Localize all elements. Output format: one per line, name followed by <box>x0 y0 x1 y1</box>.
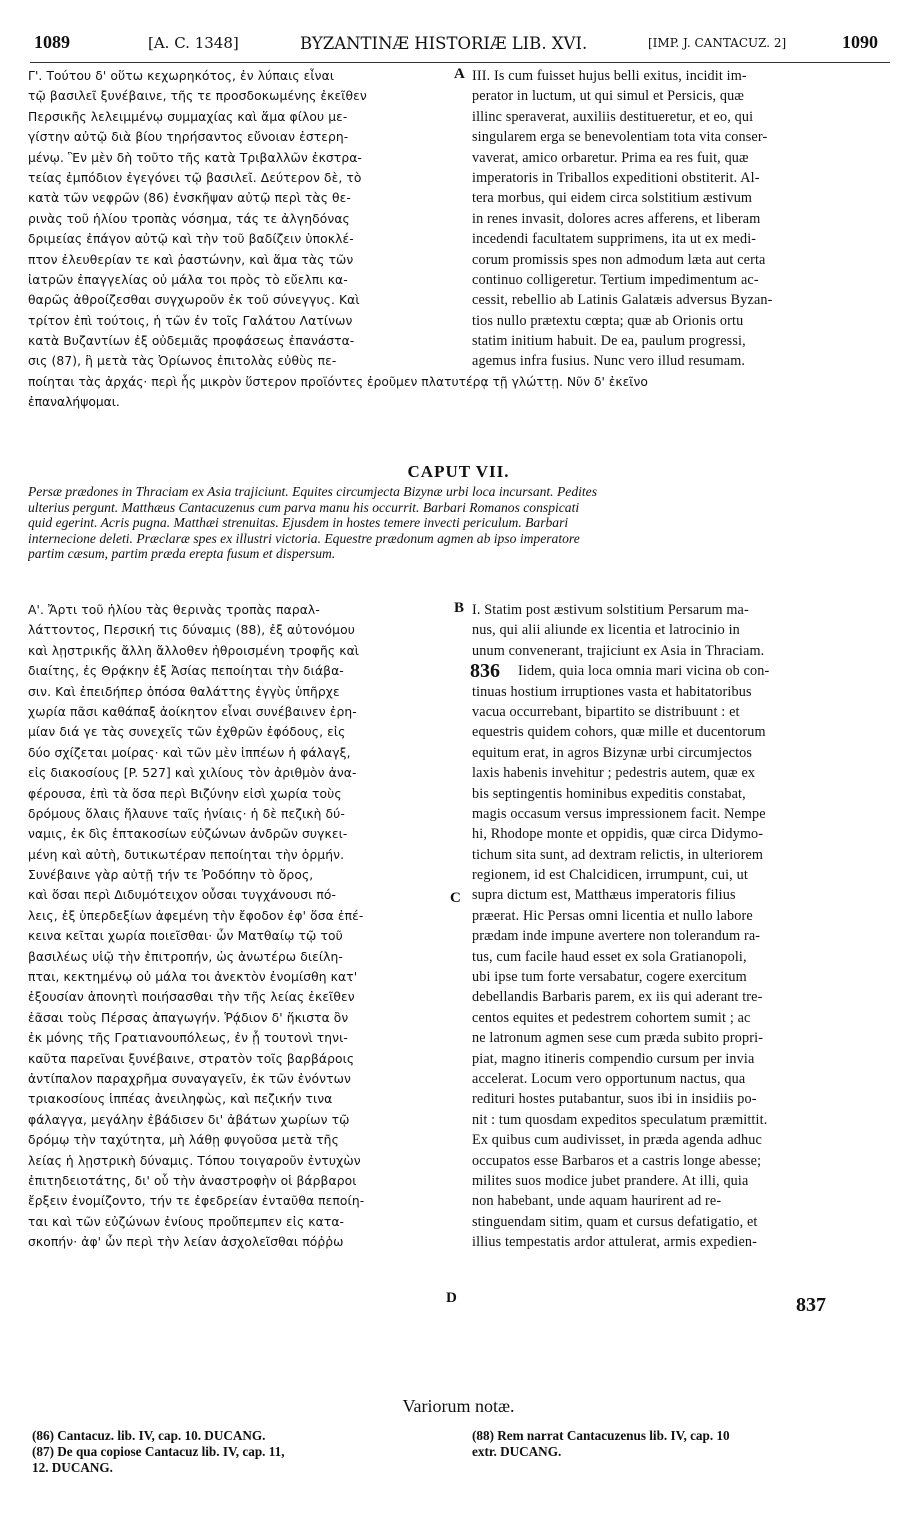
latin-text-line: non habebant, unde aquam haurirent ad re- <box>472 1193 722 1210</box>
latin-text-line: nit : tum quosdam expeditos speculatum præmittit. <box>472 1111 768 1128</box>
note-line: extr. DUCANG. <box>472 1444 562 1459</box>
latin-text-line: ne latronum agmen sese cum præda subito propri- <box>472 1030 764 1047</box>
summary-line: partim cæsum, partim præda erepta fusum et dispersum. <box>28 546 336 561</box>
greek-text-line: βασιλέως υἱῷ τὴν ἐπιτροπήν, ὡς ἀνωτέρω διείλη- <box>28 949 343 964</box>
latin-text-line: Iidem, quia loca omnia mari vicina ob con- <box>518 663 770 680</box>
greek-text-line: ἐπιτηδειοτάτης, δι' οὗ τὴν ἀναστροφὴν οἱ βάρβαροι <box>28 1173 357 1188</box>
greek-text-line: κεινα κεῖται χωρία ποιεῖσθαι· ὧν Ματθαίῳ τῷ τοῦ <box>28 929 343 944</box>
header-emperor: [IMP. J. CANTACUZ. 2] <box>648 36 787 50</box>
latin-text-line: regionem, id est Chalcidicen, irrumpunt, cui, ut <box>472 867 748 884</box>
notes-right <box>472 1428 730 1460</box>
greek-text-line: γίστην αὐτῷ διὰ βίου τηρήσαντος εὔνοιαν ἐστερη- <box>28 130 349 145</box>
latin-text-line: tus, cum facile haud esset ex sola Gratianopoli, <box>472 948 747 965</box>
greek-text-line: σιν. Καὶ ἐπειδήπερ ὁπόσα θαλάττης ἐγγὺς ὑπῆρχε <box>28 684 340 699</box>
running-header <box>30 30 890 60</box>
greek-text-line: δύο σχίζεται μοίρας· καὶ τῶν μὲν ἱππέων ἡ φάλαγξ, <box>28 745 351 760</box>
greek-text-line: ἐξουσίαν ἀπονητὶ ποιήσασθαι τὴν τῆς λείας ἐκεῖθεν <box>28 990 355 1005</box>
latin-text-line: vacua occurrebant, bipartito se distribuunt : et <box>472 703 740 720</box>
edition-page-836: 836 <box>470 660 500 682</box>
greek-text-line: φάλαγγα, μεγάλην ἐβάδισεν δι' ἀβάτων χωρίων τῷ <box>28 1112 350 1127</box>
latin-text-line: equestris quidem cohors, quæ mille et ducentorum <box>472 724 766 741</box>
notes-heading: Variorum notæ. <box>402 1396 515 1416</box>
greek-text-line: θαρῶς ἀθροίζεσθαι συγχωροῦν ἐκ τοῦ σύνεγγυς. Καὶ <box>28 293 360 308</box>
greek-text-line: τείας ἐμπόδιον ἐγεγόνει τῷ βασιλεῖ. Δεύτερον δὲ, τὸ <box>28 170 362 185</box>
latin-text-line: præerat. Hic Persas omni licentia et nullo labore <box>472 907 753 924</box>
page-number-right: 1090 <box>842 32 878 52</box>
latin-text-line: milites suos modice jubet prandere. At illi, quia <box>472 1172 749 1189</box>
greek-text-line: ναμις, ἐκ δὶς ἑπτακοσίων εὐζώνων ἀνδρῶν συγκει- <box>28 827 348 842</box>
margin-marker-a: A <box>454 66 465 82</box>
greek-text-line: καὶ ὅσαι περὶ Διδυμότειχον οὖσαι τυγχάνουσι πό- <box>28 888 337 903</box>
greek-text-line: μένη καὶ αὐτὴ, δυτικωτέραν πεποίηται τὴν ὁρμήν. <box>28 847 345 862</box>
greek-text-line: λείας ἡ λῃστρικὴ δύναμις. Τόπου τοιγαροῦν ἐντυχὼν <box>28 1153 361 1168</box>
latin-text-line: occupatos esse Barbaros et a castris longe abesse; <box>472 1152 762 1169</box>
margin-marker-d: D <box>446 1290 457 1306</box>
latin-column-top <box>472 66 892 372</box>
greek-text-line: δρόμους ὅλαις ἤλαυνε ταῖς ἡνίαις· ἡ δὲ πεζικὴ δύ- <box>28 806 345 821</box>
latin-text-line: corum promissis spes non admodum læta aut certa <box>472 251 766 268</box>
latin-text-line: tichum sita sunt, ad dextram relictis, in ulteriorem <box>472 846 764 863</box>
latin-text-line: ubi ipse tum forte versabatur, cogere exercitum <box>472 969 747 986</box>
latin-text-line: redituri hostes putabantur, suos ibi in insidiis po- <box>472 1091 757 1108</box>
latin-text-line: nus, qui alii aliunde ex licentia et latrocinio in <box>472 622 740 639</box>
latin-text-line: prædam inde impune avertere non tolerandum ra- <box>472 928 761 945</box>
margin-marker-b: B <box>454 600 465 616</box>
greek-text-line: μένῳ. Ἓν μὲν δὴ τοῦτο τῆς κατὰ Τριβαλλῶν ἐκστρα- <box>28 150 362 165</box>
latin-text-line: hi, Rhodope monte et oppidis, quæ circa Didymo- <box>472 826 764 843</box>
greek-text-line: ρινὰς τοῦ ἡλίου τροπὰς νόσημα, τάς τε ἀλγηδόνας <box>28 211 350 226</box>
latin-text-line: debellandis Barbaris parem, ex iis qui aderant tre- <box>472 989 763 1006</box>
margin-marker-c: C <box>450 890 461 906</box>
greek-column-main <box>28 600 456 1253</box>
greek-text-line: σκοπήν· ἀφ' ὧν περὶ τὴν λείαν ἀσχολεῖσθαι πόῤῥω <box>28 1235 344 1250</box>
greek-text-line: ἐκ μόνης τῆς Γρατιανουπόλεως, ἐν ᾗ τουτονὶ τηνι- <box>28 1031 348 1046</box>
greek-text-line: φέρουσα, ἐπὶ τὰ ὅσα περὶ Βιζύνην εἰσὶ χωρία τοὺς <box>28 786 342 801</box>
greek-fullwidth-continuation <box>28 372 908 413</box>
latin-text-line: tinuas hostium irruptiones vasta et habitatoribus <box>472 683 752 700</box>
latin-text-line: centos equites et pedestrem cohortem sumit ; ac <box>472 1009 751 1026</box>
latin-text-line: stinguendam sitim, quam et cursus defatigatio, et <box>472 1213 758 1230</box>
latin-text-line: magis occasum versus impressionem facit. Nempe <box>472 805 766 822</box>
latin-text-line: illinc speraverat, auxiliis destitueretur, et eo, qui <box>472 108 754 125</box>
greek-text-line: κατὰ Βυζαντίων ἐξ οὐδεμιᾶς προφάσεως ἐπανάστα- <box>28 334 355 349</box>
greek-text-line: Γ'. Τούτου δ' οὕτω κεχωρηκότος, ἐν λύπαις εἶναι <box>28 69 335 83</box>
latin-text-line: tios nullo prætextu cœpta; quæ ab Orionis ortu <box>472 312 744 329</box>
greek-text-line: τριακοσίους ἱππέας ἀνειληφὼς, καὶ πεζικήν τινα <box>28 1092 333 1107</box>
greek-text-line: ται καὶ τῶν εὐζώνων ἐνίους προὔπεμπεν εἰς κατα- <box>28 1214 345 1229</box>
summary-line: quid egerint. Acris pugna. Matthæi strenuitas. Ejusdem in hostes temere invecti periculum. Barbari <box>28 515 569 530</box>
header-rule <box>30 62 890 63</box>
latin-text-line: incedendi facultatem supprimens, ita ut ex medi- <box>472 231 757 248</box>
latin-text-line: bis septingentis hominibus expeditis constabat, <box>472 785 746 802</box>
notes-left <box>32 1428 285 1476</box>
greek-text-line: δρόμῳ τὴν ταχύτητα, μὴ λάθῃ φυγοῦσα μετὰ τῆς <box>28 1133 339 1148</box>
latin-text-line: laxis habenis invehitur ; pedestris autem, quæ ex <box>472 765 756 782</box>
note-line: 12. DUCANG. <box>32 1460 113 1475</box>
greek-text-line: Α'. Ἄρτι τοῦ ἡλίου τὰς θερινὰς τροπὰς παραλ- <box>28 603 320 617</box>
greek-text-line: καῦτα παρεῖναι ξυνέβαινε, στρατὸν τοῖς βαρβάροις <box>28 1051 355 1066</box>
latin-text-line: Ex quibus cum audivisset, in præda agenda adhuc <box>472 1132 762 1149</box>
latin-text-line: perator in luctum, ut qui simul et Persicis, quæ <box>472 88 745 105</box>
summary-line: ulterius pergunt. Matthæus Cantacuzenus cum parva manu his occurrit. Barbari Romanos conspicati <box>28 499 580 515</box>
greek-text-line: τῷ βασιλεῖ ξυνέβαινε, τῆς τε προσδοκωμένης ἐκεῖθεν <box>28 89 367 104</box>
chapter-summary <box>28 484 890 562</box>
chapter-heading: CAPUT VII. <box>407 462 510 481</box>
greek-text-line: δριμείας ἐπάγον αὐτῷ καὶ τὴν τοῦ βαδίζειν ὑποκλέ- <box>28 232 354 247</box>
greek-text-line: τρίτον ἐπὶ τούτοις, ἡ τῶν ἐν τοῖς Γαλάτου Λατίνων <box>28 313 353 328</box>
latin-text-line: continuo colligeretur. Tertium impedimentum ac- <box>472 271 759 288</box>
greek-text-line: λάττοντος, Περσική τις δύναμις (88), ἐξ αὐτονόμου <box>28 623 355 638</box>
latin-text-line: unum convenerant, trajiciunt ex Asia in Thraciam. <box>472 642 765 659</box>
greek-text-line: πτον ἐλευθερίαν τε καὶ ῥαστώνην, καὶ ἅμα τὰς τῶν <box>28 252 354 267</box>
note-line: (87) De qua copiose Cantacuz lib. IV, cap. 11, <box>32 1444 285 1459</box>
latin-text-line: singularem erga se benevolentiam tota vita conser- <box>472 129 768 146</box>
latin-text-line: piat, magno itineris compendio cursum per invia <box>472 1050 755 1067</box>
latin-text-line: tera morbus, qui eidem circa solstitium æstivum <box>472 190 753 207</box>
page-number-left: 1089 <box>34 32 70 52</box>
latin-text-line: I. Statim post æstivum solstitium Persarum ma- <box>472 602 749 618</box>
greek-text-line: πται, κεκτημένῳ οὐ μάλα τοι ἀνεκτὸν ἐνομίσθη κατ' <box>28 970 358 985</box>
latin-text-line: in renes invasit, dolores acres afferens, et liberam <box>472 210 761 227</box>
greek-text-line: ἔρξειν ἐνομίζοντο, τήν τε ἐφεδρείαν ἐνταῦθα πεποίη- <box>28 1194 365 1209</box>
greek-text-line: Περσικῆς λελειμμένῳ συμμαχίας καὶ ἅμα φίλου με- <box>28 109 348 124</box>
latin-text-line: equitum erat, in agros Bizynæ urbi circumjectos <box>472 744 753 761</box>
latin-text-line: cessit, rebellio ab Latinis Galatæis adversus Byzan- <box>472 292 773 309</box>
greek-text-line: ἰατρῶν ἐπαγγελίας οὐ μάλα τοι πρὸς τὸ εὔελπι κα- <box>28 272 348 287</box>
edition-page-837: 837 <box>796 1294 826 1316</box>
greek-text-line: λεις, ἐξ ὑπερδεξίων ἀφεμένη τὴν ἔφοδον ἐφ' ὅσα ἐπέ- <box>28 908 364 923</box>
latin-text-line: imperatoris in Triballos expeditioni obstiterit. Al- <box>472 169 760 186</box>
greek-text-line: μίαν διά γε τὰς συνεχεῖς τῶν ἐχθρῶν ἐφόδους, εἰς <box>28 725 346 740</box>
latin-text-line: III. Is cum fuisset hujus belli exitus, incidit im- <box>472 68 747 84</box>
greek-text-line: καὶ λῃστρικῆς ἄλλη ἄλλοθεν ἠθροισμένη τροφῆς καὶ <box>28 643 360 658</box>
summary-line: Persæ prædones in Thraciam ex Asia trajiciunt. Equites circumjecta Bizynæ urbi loca incursant. Pedites <box>28 484 597 499</box>
latin-text-line: illius tempestatis ardor attulerat, armis expedien- <box>472 1234 758 1251</box>
greek-text-line: ποίηται τὰς ἀρχάς· περὶ ἧς μικρὸν ὕστερον προϊόντες ἐροῦμεν πλατυτέρᾳ τῇ γλώττῃ. Νῦν δ' ἐκεῖνο <box>28 375 648 389</box>
greek-text-line: Συνέβαινε γὰρ αὐτῇ τήν τε Ῥοδόπην τὸ ὄρος, <box>28 868 314 883</box>
greek-text-line: ἐπαναλήψομαι. <box>28 395 120 410</box>
latin-text-line: supra dictum est, Matthæus imperatoris filius <box>472 887 736 904</box>
greek-text-line: εἰς διακοσίους [P. 527] καὶ χιλίους τὸν ἀριθμὸν ἀνα- <box>28 766 357 781</box>
greek-text-line: διαίτης, ἐς Θρᾴκην ἐξ Ἀσίας πεποίηται τὴν διάβα- <box>28 664 344 679</box>
greek-text-line: χωρία πᾶσι καθάπαξ ἀοίκητον εἶναι συνέβαινεν ἐρη- <box>28 704 357 719</box>
greek-column-top <box>28 66 456 372</box>
greek-text-line: κατὰ τῶν νεφρῶν (86) ἐνσκῆψαν αὐτῷ περὶ τὰς θε- <box>28 191 351 206</box>
summary-line: internecione deleti. Præclaræ spes ex illustri victoria. Equestre prædonum agmen ab ipso imperatore <box>28 530 580 546</box>
latin-text-line: vaverat, amico orbaretur. Prima ea res fuit, quæ <box>472 149 749 166</box>
header-title: BYZANTINÆ HISTORIÆ LIB. XVI. <box>300 34 588 53</box>
greek-text-line: σις (87), ἣ μετὰ τὰς Ὀρίωνος ἐπιτολὰς εὐθὺς πε- <box>28 354 337 369</box>
latin-text-line: accelerat. Locum vero opportunum nactus, qua <box>472 1070 746 1087</box>
greek-text-line: ἐᾶσαι τοὺς Πέρσας ἀπαγωγήν. Ῥᾴδιον δ' ἥκιστα ὂν <box>28 1010 349 1025</box>
latin-column-main <box>472 600 892 1253</box>
note-line: (86) Cantacuz. lib. IV, cap. 10. DUCANG. <box>32 1428 266 1443</box>
note-line: (88) Rem narrat Cantacuzenus lib. IV, cap. 10 <box>472 1428 730 1443</box>
latin-text-line: agemus infra fusius. Nunc vero illud resumam. <box>472 353 746 370</box>
header-date: [A. C. 1348] <box>148 34 239 52</box>
greek-text-line: ἀντίπαλον παραχρῆμα συναγαγεῖν, ἐκ τῶν ἐνόντων <box>28 1071 351 1086</box>
latin-text-line: statim initium habuit. De ea, paulum progressi, <box>472 333 746 350</box>
